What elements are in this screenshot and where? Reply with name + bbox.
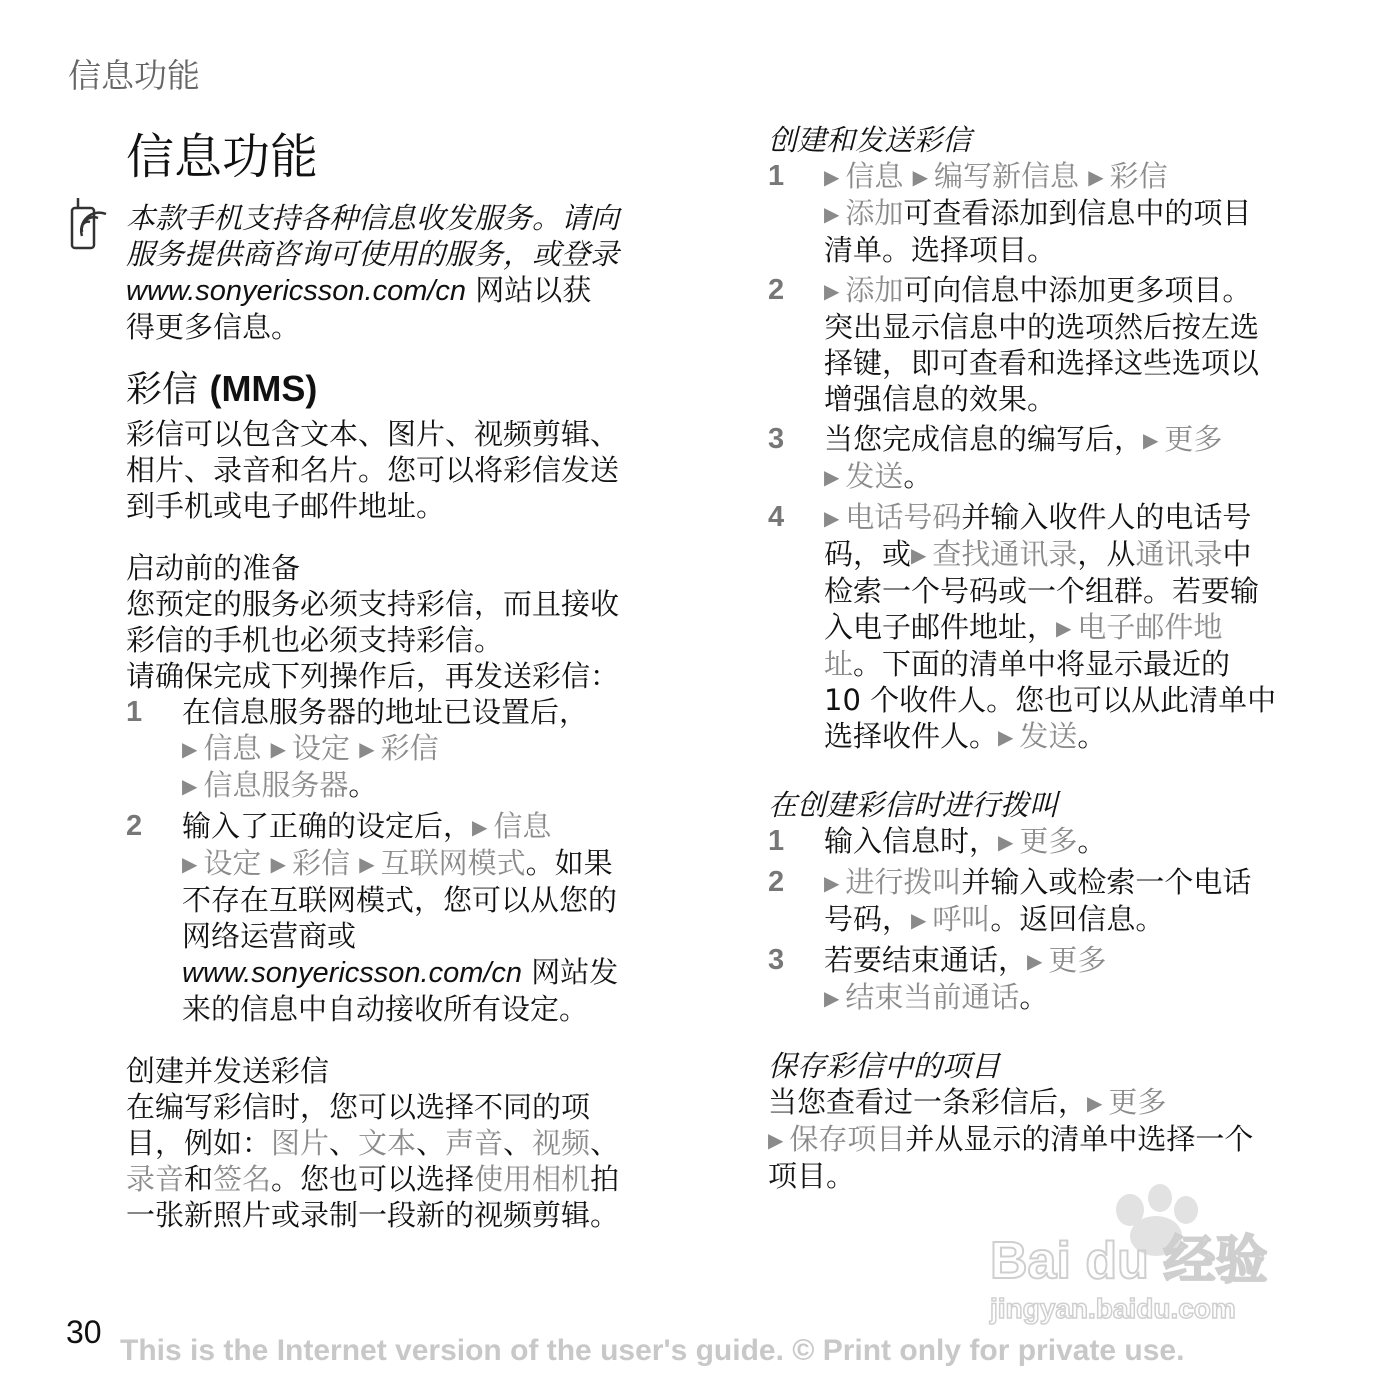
- list-item: 4 ▶ 电话号码并输入收件人的电话号 码，或▶ 查找通讯录，从通讯录中 检索一个号码或一个组群。若要输 入电子邮件地址，▶ 电子邮件地 址。下面的清单中将显示最近的 10 个收件人。您也可以从此清单中 选择收件人。▶ 发送。: [768, 500, 1277, 753]
- list-item: 1 输入信息时，▶ 更多。: [768, 824, 1107, 858]
- running-header: 信息功能: [68, 56, 200, 95]
- save-items-heading: 保存彩信中的项目: [768, 1049, 1001, 1083]
- footer-notice: This is the Internet version of the user's guide. © Print only for private use.: [120, 1334, 1185, 1367]
- arrow-icon: ▶: [824, 202, 840, 226]
- arrow-icon: ▶: [912, 165, 929, 189]
- paw-logo-icon: [980, 1180, 1310, 1330]
- arrow-icon: ▶: [472, 815, 488, 839]
- operator-service-icon: [70, 196, 114, 252]
- page-number: 30: [66, 1314, 102, 1350]
- arrow-icon: ▶: [768, 1128, 784, 1152]
- arrow-icon: ▶: [824, 986, 840, 1010]
- arrow-icon: ▶: [1088, 165, 1104, 189]
- page-title: 信息功能: [126, 129, 319, 185]
- arrow-icon: ▶: [824, 871, 840, 895]
- arrow-icon: ▶: [998, 725, 1014, 749]
- list-item: 3 若要结束通话，▶ 更多 ▶ 结束当前通话。: [768, 943, 1107, 1014]
- arrow-icon: ▶: [824, 165, 840, 189]
- arrow-icon: ▶: [1027, 949, 1043, 973]
- arrow-icon: ▶: [359, 852, 375, 876]
- website-link: www.sonyericsson.com/cn: [182, 957, 523, 989]
- save-items-text: 当您查看过一条彩信后，▶ 更多 ▶ 保存项目并从显示的清单中选择一个 项目。: [768, 1085, 1254, 1193]
- arrow-icon: ▶: [1056, 616, 1072, 640]
- arrow-icon: ▶: [911, 908, 927, 932]
- before-start-text: 您预定的服务必须支持彩信，而且接收 彩信的手机也必须支持彩信。 请确保完成下列操作后，再发送彩信：: [126, 587, 620, 693]
- create-send-heading: 创建并发送彩信: [126, 1054, 330, 1088]
- list-item: 2 输入了正确的设定后，▶ 信息 ▶ 设定 ▶ 彩信 ▶ 互联网模式。如果 不存在互联网模式，您可以从您的 网络运营商或 www.sonyericsson.com/cn 网站发 来的信息中自动接收所有设定。: [126, 809, 619, 1026]
- arrow-icon: ▶: [359, 737, 375, 761]
- arrow-icon: ▶: [1143, 428, 1159, 452]
- arrow-icon: ▶: [270, 737, 287, 761]
- list-item: 1 ▶ 信息 ▶ 编写新信息 ▶ 彩信 ▶ 添加可查看添加到信息中的项目 清单。选择项目。: [768, 159, 1252, 267]
- arrow-icon: ▶: [824, 279, 840, 303]
- arrow-icon: ▶: [182, 737, 198, 761]
- call-steps: [768, 823, 1328, 1016]
- baidu-watermark: [980, 1180, 1310, 1330]
- mms-intro: 彩信可以包含文本、图片、视频剪辑、 相片、录音和名片。您可以将彩信发送 到手机或电子邮件地址。: [126, 417, 620, 523]
- list-item: 1 在信息服务器的地址已设置后， ▶ 信息 ▶ 设定 ▶ 彩信 ▶ 信息服务器。: [126, 695, 589, 802]
- operator-note: 本款手机支持各种信息收发服务。请向 服务提供商咨询可使用的服务，或登录 www.sonyericsson.com/cn 网站以获 得更多信息。: [126, 201, 620, 344]
- arrow-icon: ▶: [824, 506, 840, 530]
- right-column: [768, 122, 1328, 1194]
- before-start-steps: [126, 694, 686, 1027]
- arrow-icon: ▶: [182, 774, 198, 798]
- left-column: [126, 200, 686, 1233]
- arrow-icon: ▶: [911, 543, 927, 567]
- list-item: 2 ▶ 进行拨叫并输入或检索一个电话 号码，▶ 呼叫。返回信息。: [768, 865, 1252, 936]
- create-send-text: 在编写彩信时，您可以选择不同的项 目，例如：图片、文本、声音、视频、 录音和签名。您也可以选择使用相机拍 一张新照片或录制一段新的视频剪辑。: [126, 1090, 620, 1232]
- arrow-icon: ▶: [824, 465, 840, 489]
- list-item: 3 当您完成信息的编写后，▶ 更多 ▶ 发送。: [768, 422, 1223, 493]
- arrow-icon: ▶: [270, 852, 287, 876]
- call-while-creating-heading: 在创建彩信时进行拨叫: [768, 788, 1059, 822]
- arrow-icon: ▶: [1087, 1091, 1103, 1115]
- before-start-heading: 启动前的准备: [126, 551, 301, 585]
- arrow-icon: ▶: [182, 852, 198, 876]
- mms-heading: 彩信 (MMS): [126, 368, 318, 410]
- svg-text:Bai du 经验: Bai du 经验: [990, 1232, 1268, 1290]
- create-and-send-steps: [768, 158, 1328, 755]
- arrow-icon: ▶: [998, 830, 1014, 854]
- list-item: 2 ▶ 添加可向信息中添加更多项目。 突出显示信息中的选项然后按左选 择键，即可查看和选择这些选项以 增强信息的效果。: [768, 273, 1260, 416]
- website-link: www.sonyericsson.com/cn: [126, 275, 467, 307]
- create-and-send-heading: 创建和发送彩信: [768, 123, 972, 157]
- svg-text:jingyan.baidu.com: jingyan.baidu.com: [990, 1293, 1236, 1324]
